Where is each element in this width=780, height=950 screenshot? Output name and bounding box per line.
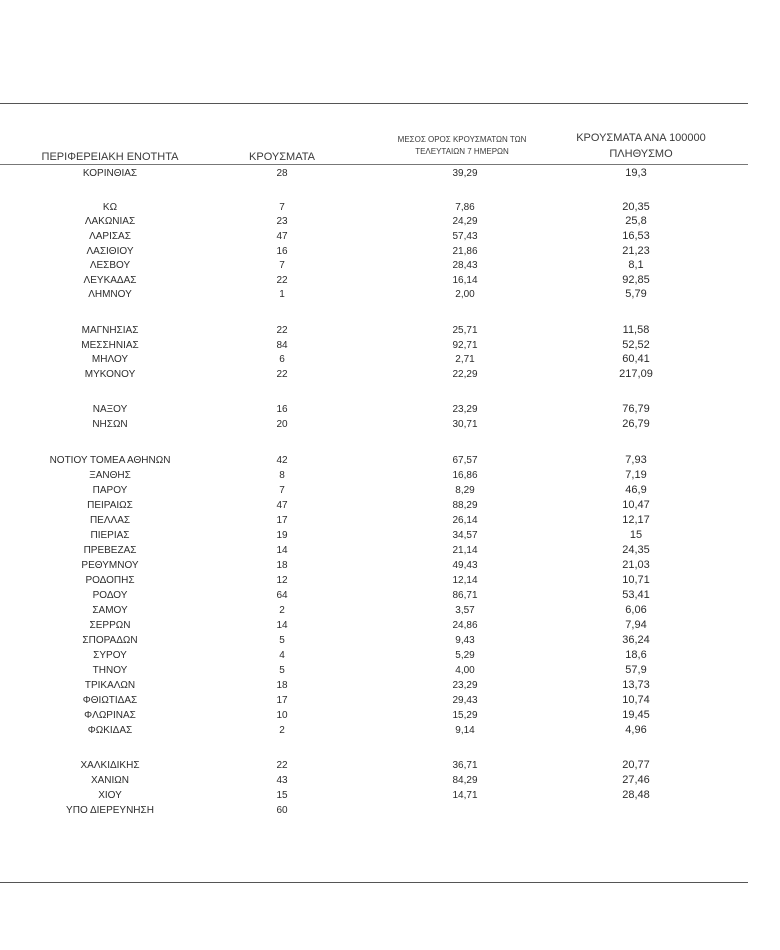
cell-per100k: 7,19 bbox=[625, 469, 647, 481]
table-row bbox=[0, 338, 780, 353]
cell-region: ΡΟΔΟΠΗΣ bbox=[85, 575, 135, 586]
cell-cases: 28 bbox=[276, 168, 288, 179]
cell-avg7: 22,29 bbox=[452, 369, 478, 380]
cell-cases: 84 bbox=[276, 340, 288, 351]
table-row bbox=[0, 678, 780, 693]
cell-per100k: 10,74 bbox=[622, 694, 650, 706]
cell-region: ΣΥΡΟΥ bbox=[93, 650, 127, 661]
cell-region: ΛΑΚΩΝΙΑΣ bbox=[84, 216, 136, 227]
cell-per100k: 57,9 bbox=[625, 664, 647, 676]
cell-cases: 7 bbox=[279, 260, 285, 271]
cell-per100k: 217,09 bbox=[619, 368, 653, 380]
cell-cases: 18 bbox=[276, 560, 288, 571]
cell-cases: 47 bbox=[276, 500, 288, 511]
cell-region: ΡΟΔΟΥ bbox=[92, 590, 128, 601]
cell-region: ΧΙΟΥ bbox=[98, 790, 122, 801]
cell-cases: 14 bbox=[276, 620, 288, 631]
header-per100k-line1: ΚΡΟΥΣΜΑΤΑ ΑΝΑ 100000 bbox=[576, 132, 706, 144]
cell-per100k: 7,93 bbox=[625, 454, 647, 466]
cell-region: ΤΡΙΚΑΛΩΝ bbox=[84, 680, 136, 691]
cell-per100k: 6,06 bbox=[625, 604, 647, 616]
cell-per100k: 46,9 bbox=[625, 484, 647, 496]
table-row bbox=[0, 273, 780, 288]
cell-per100k: 28,48 bbox=[622, 789, 650, 801]
cell-avg7: 14,71 bbox=[452, 790, 478, 801]
cell-avg7: 57,43 bbox=[452, 231, 478, 242]
table-row bbox=[0, 166, 780, 181]
header-avg7-line1: ΜΕΣΟΣ ΟΡΟΣ ΚΡΟΥΣΜΑΤΩΝ ΤΩΝ bbox=[397, 135, 527, 144]
cell-avg7: 2,71 bbox=[455, 354, 475, 365]
header-rule bbox=[0, 164, 748, 165]
cell-cases: 5 bbox=[279, 635, 285, 646]
cell-avg7: 28,43 bbox=[452, 260, 478, 271]
cell-region: ΧΑΛΚΙΔΙΚΗΣ bbox=[80, 760, 140, 771]
cell-region: ΜΥΚΟΝΟΥ bbox=[84, 369, 136, 380]
cell-avg7: 16,86 bbox=[452, 470, 478, 481]
cell-per100k: 52,52 bbox=[622, 339, 650, 351]
cell-cases: 22 bbox=[276, 275, 288, 286]
cell-avg7: 39,29 bbox=[452, 168, 478, 179]
table-row bbox=[0, 323, 780, 338]
cell-cases: 23 bbox=[276, 216, 288, 227]
table-row bbox=[0, 773, 780, 788]
table-row bbox=[0, 417, 780, 432]
cell-per100k: 11,58 bbox=[622, 324, 650, 336]
cell-avg7: 8,29 bbox=[455, 485, 475, 496]
cell-region: ΧΑΝΙΩΝ bbox=[90, 775, 130, 786]
cell-per100k: 8,1 bbox=[628, 259, 644, 271]
cell-region: ΞΑΝΘΗΣ bbox=[89, 470, 131, 481]
cell-cases: 8 bbox=[279, 470, 285, 481]
table-row bbox=[0, 528, 780, 543]
cell-region: ΥΠΟ ΔΙΕΡΕΥΝΗΣΗ bbox=[66, 805, 154, 816]
cell-region: ΛΑΣΙΘΙΟΥ bbox=[86, 246, 134, 257]
cell-per100k: 76,79 bbox=[622, 403, 650, 415]
header-avg7-line2: ΤΕΛΕΥΤΑΙΩΝ 7 ΗΜΕΡΩΝ bbox=[415, 147, 509, 156]
header-cases: ΚΡΟΥΣΜΑΤΑ bbox=[249, 151, 315, 163]
cell-per100k: 26,79 bbox=[622, 418, 650, 430]
cell-cases: 2 bbox=[279, 605, 285, 616]
cell-region: ΛΑΡΙΣΑΣ bbox=[89, 231, 131, 242]
table-row bbox=[0, 603, 780, 618]
cell-cases: 15 bbox=[276, 790, 288, 801]
cell-region: ΣΕΡΡΩΝ bbox=[89, 620, 131, 631]
cell-avg7: 36,71 bbox=[452, 760, 478, 771]
table-row bbox=[0, 633, 780, 648]
table-row bbox=[0, 287, 780, 302]
cell-region: ΡΕΘΥΜΝΟΥ bbox=[81, 560, 139, 571]
header-avg7 bbox=[362, 134, 562, 158]
table-row bbox=[0, 663, 780, 678]
cell-avg7: 34,57 bbox=[452, 530, 478, 541]
cell-region: ΦΩΚΙΔΑΣ bbox=[87, 725, 133, 736]
cell-cases: 16 bbox=[276, 404, 288, 415]
table-row bbox=[0, 693, 780, 708]
cell-avg7: 84,29 bbox=[452, 775, 478, 786]
cell-region: ΝΗΣΩΝ bbox=[92, 419, 128, 430]
table-row bbox=[0, 513, 780, 528]
table-row bbox=[0, 708, 780, 723]
table-row bbox=[0, 244, 780, 259]
table-row bbox=[0, 453, 780, 468]
cell-per100k: 20,35 bbox=[622, 201, 650, 213]
cell-avg7: 23,29 bbox=[452, 404, 478, 415]
cell-avg7: 92,71 bbox=[452, 340, 478, 351]
cell-avg7: 88,29 bbox=[452, 500, 478, 511]
cell-cases: 5 bbox=[279, 665, 285, 676]
table-row bbox=[0, 498, 780, 513]
cell-avg7: 29,43 bbox=[452, 695, 478, 706]
cell-cases: 1 bbox=[279, 289, 285, 300]
cell-per100k: 16,53 bbox=[622, 230, 650, 242]
header-per100k-line2: ΠΛΗΘΥΣΜΟ bbox=[609, 148, 673, 160]
cell-cases: 60 bbox=[276, 805, 288, 816]
cell-avg7: 25,71 bbox=[452, 325, 478, 336]
cell-per100k: 4,96 bbox=[625, 724, 647, 736]
table-row bbox=[0, 367, 780, 382]
cell-cases: 14 bbox=[276, 545, 288, 556]
cell-per100k: 13,73 bbox=[622, 679, 650, 691]
cell-per100k: 20,77 bbox=[622, 759, 650, 771]
cell-avg7: 24,29 bbox=[452, 216, 478, 227]
table-row bbox=[0, 573, 780, 588]
cell-region: ΜΑΓΝΗΣΙΑΣ bbox=[81, 325, 139, 336]
cell-cases: 47 bbox=[276, 231, 288, 242]
cell-per100k: 60,41 bbox=[622, 353, 650, 365]
top-rule bbox=[0, 103, 748, 104]
cell-avg7: 3,57 bbox=[455, 605, 475, 616]
table-row bbox=[0, 558, 780, 573]
table-row bbox=[0, 803, 780, 818]
cell-cases: 12 bbox=[276, 575, 288, 586]
cell-avg7: 4,00 bbox=[455, 665, 475, 676]
table-row bbox=[0, 483, 780, 498]
table-row bbox=[0, 402, 780, 417]
cell-region: ΛΗΜΝΟΥ bbox=[88, 289, 132, 300]
cell-avg7: 26,14 bbox=[452, 515, 478, 526]
cell-region: ΦΘΙΩΤΙΔΑΣ bbox=[82, 695, 138, 706]
cell-avg7: 21,14 bbox=[452, 545, 478, 556]
cell-cases: 22 bbox=[276, 760, 288, 771]
cell-region: ΠΕΛΛΑΣ bbox=[89, 515, 131, 526]
cell-per100k: 10,47 bbox=[622, 499, 650, 511]
cell-per100k: 15 bbox=[629, 529, 643, 541]
table-row bbox=[0, 588, 780, 603]
cell-region: ΠΑΡΟΥ bbox=[92, 485, 128, 496]
cell-cases: 18 bbox=[276, 680, 288, 691]
cell-cases: 10 bbox=[276, 710, 288, 721]
cell-per100k: 7,94 bbox=[625, 619, 647, 631]
table-row bbox=[0, 648, 780, 663]
table-row bbox=[0, 543, 780, 558]
header-per100k bbox=[556, 130, 726, 162]
cell-region: ΠΡΕΒΕΖΑΣ bbox=[83, 545, 137, 556]
cell-region: ΠΙΕΡΙΑΣ bbox=[90, 530, 130, 541]
cell-avg7: 67,57 bbox=[452, 455, 478, 466]
cell-avg7: 2,00 bbox=[455, 289, 475, 300]
cell-per100k: 21,03 bbox=[622, 559, 650, 571]
cell-cases: 16 bbox=[276, 246, 288, 257]
table-row bbox=[0, 214, 780, 229]
cell-per100k: 21,23 bbox=[622, 245, 650, 257]
cell-cases: 42 bbox=[276, 455, 288, 466]
cell-region: ΛΕΥΚΑΔΑΣ bbox=[83, 275, 137, 286]
cell-per100k: 53,41 bbox=[622, 589, 650, 601]
cell-avg7: 86,71 bbox=[452, 590, 478, 601]
cell-per100k: 27,46 bbox=[622, 774, 650, 786]
table-row bbox=[0, 258, 780, 273]
header-region: ΠΕΡΙΦΕΡΕΙΑΚΗ ΕΝΟΤΗΤΑ bbox=[41, 151, 179, 163]
cell-region: ΤΗΝΟΥ bbox=[92, 665, 128, 676]
cell-cases: 22 bbox=[276, 325, 288, 336]
cell-per100k: 25,8 bbox=[625, 215, 647, 227]
cell-avg7: 12,14 bbox=[452, 575, 478, 586]
cell-avg7: 9,14 bbox=[455, 725, 475, 736]
bottom-rule bbox=[0, 882, 748, 883]
cell-region: ΣΑΜΟΥ bbox=[92, 605, 128, 616]
table-row bbox=[0, 229, 780, 244]
cell-avg7: 16,14 bbox=[452, 275, 478, 286]
cell-avg7: 23,29 bbox=[452, 680, 478, 691]
cell-avg7: 21,86 bbox=[452, 246, 478, 257]
cell-cases: 17 bbox=[276, 515, 288, 526]
table-row bbox=[0, 352, 780, 367]
cell-cases: 43 bbox=[276, 775, 288, 786]
cell-cases: 17 bbox=[276, 695, 288, 706]
cell-per100k: 36,24 bbox=[622, 634, 650, 646]
cell-per100k: 24,35 bbox=[622, 544, 650, 556]
cell-avg7: 9,43 bbox=[455, 635, 475, 646]
cell-per100k: 12,17 bbox=[622, 514, 650, 526]
cell-avg7: 24,86 bbox=[452, 620, 478, 631]
cell-region: ΣΠΟΡΑΔΩΝ bbox=[82, 635, 138, 646]
cell-region: ΛΕΣΒΟΥ bbox=[89, 260, 131, 271]
cell-avg7: 49,43 bbox=[452, 560, 478, 571]
cell-cases: 2 bbox=[279, 725, 285, 736]
cell-per100k: 92,85 bbox=[622, 274, 650, 286]
cell-cases: 4 bbox=[279, 650, 285, 661]
cell-region: ΚΩ bbox=[102, 202, 118, 213]
cell-region: ΚΟΡΙΝΘΙΑΣ bbox=[82, 168, 138, 179]
cell-cases: 7 bbox=[279, 202, 285, 213]
cell-region: ΝΟΤΙΟΥ ΤΟΜΕΑ ΑΘΗΝΩΝ bbox=[49, 455, 171, 466]
cell-region: ΜΕΣΣΗΝΙΑΣ bbox=[81, 340, 139, 351]
cell-per100k: 10,71 bbox=[622, 574, 650, 586]
cell-cases: 20 bbox=[276, 419, 288, 430]
table-row bbox=[0, 200, 780, 215]
table-row bbox=[0, 758, 780, 773]
cell-per100k: 18,6 bbox=[625, 649, 647, 661]
cell-avg7: 30,71 bbox=[452, 419, 478, 430]
cell-per100k: 19,45 bbox=[622, 709, 650, 721]
cell-per100k: 5,79 bbox=[625, 288, 647, 300]
cell-cases: 22 bbox=[276, 369, 288, 380]
table-row bbox=[0, 723, 780, 738]
cell-per100k: 19,3 bbox=[625, 167, 647, 179]
table-row bbox=[0, 468, 780, 483]
cell-region: ΠΕΙΡΑΙΩΣ bbox=[87, 500, 133, 511]
cell-avg7: 5,29 bbox=[455, 650, 475, 661]
cell-cases: 7 bbox=[279, 485, 285, 496]
cell-cases: 64 bbox=[276, 590, 288, 601]
cell-cases: 19 bbox=[276, 530, 288, 541]
cell-avg7: 15,29 bbox=[452, 710, 478, 721]
cell-avg7: 7,86 bbox=[455, 202, 475, 213]
cell-region: ΦΛΩΡΙΝΑΣ bbox=[84, 710, 136, 721]
cell-region: ΝΑΞΟΥ bbox=[92, 404, 128, 415]
cell-cases: 6 bbox=[279, 354, 285, 365]
cell-region: ΜΗΛΟΥ bbox=[91, 354, 129, 365]
table-row bbox=[0, 788, 780, 803]
table-row bbox=[0, 618, 780, 633]
